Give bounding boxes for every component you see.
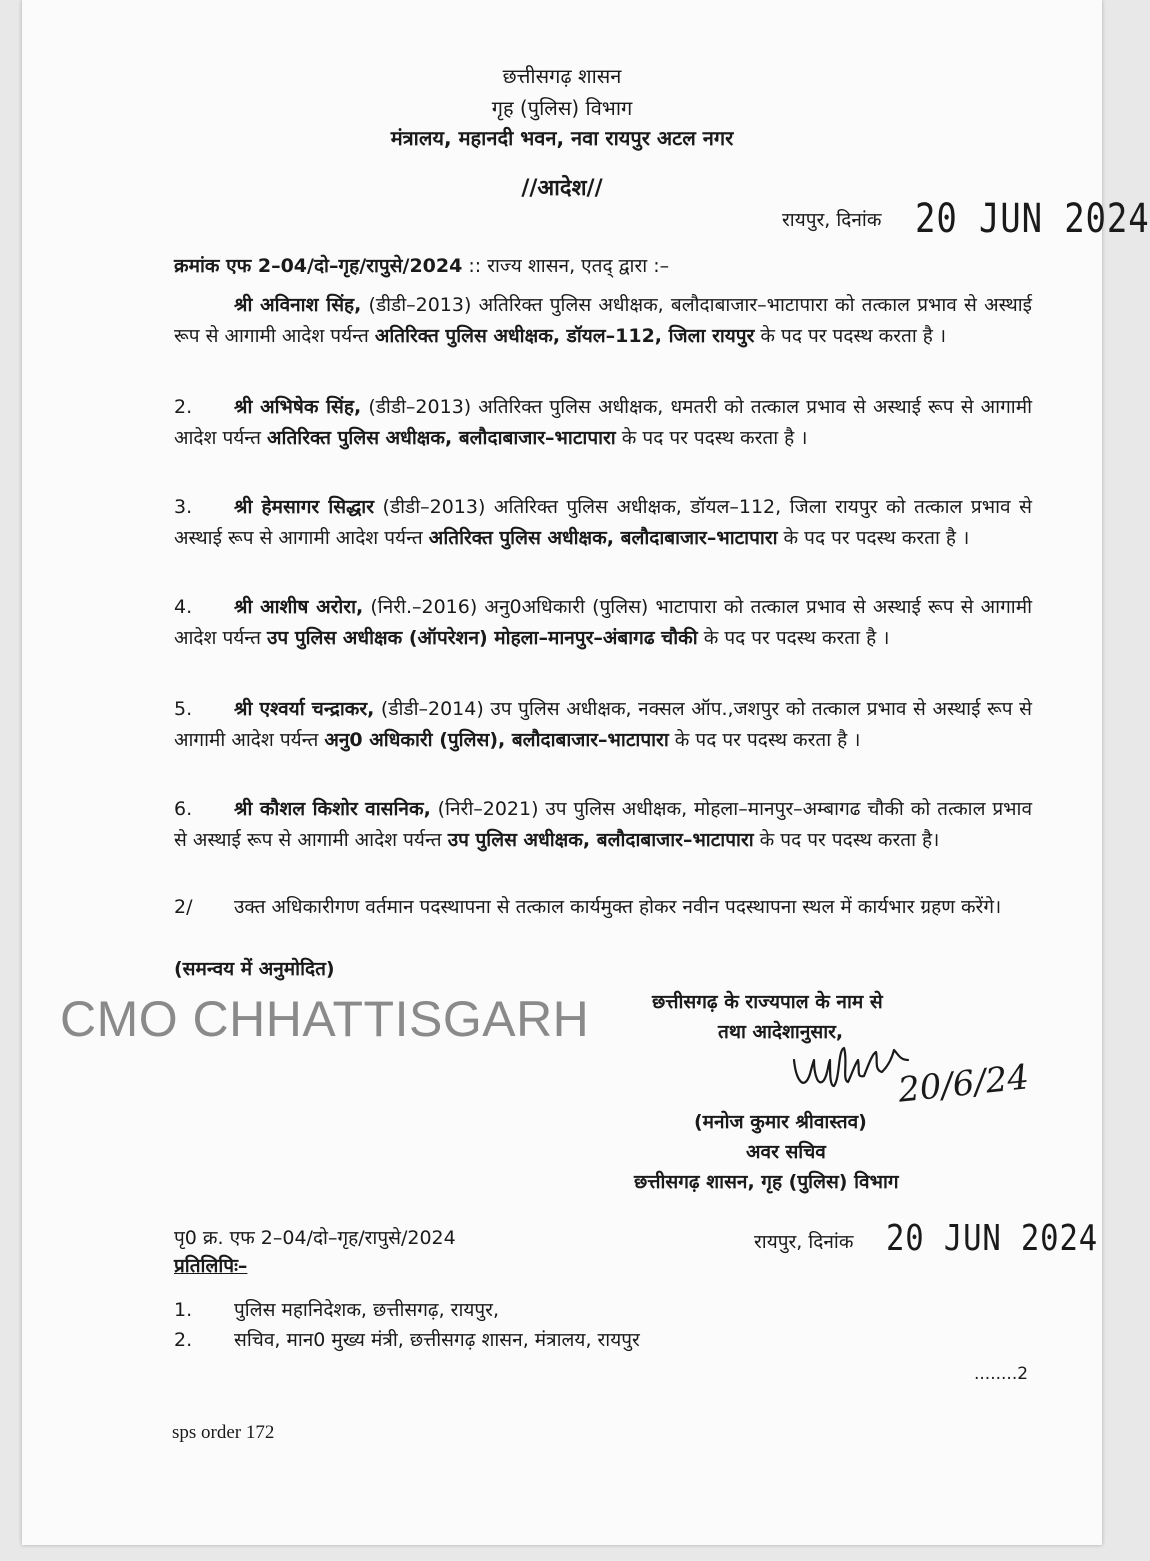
order-paragraph-3 bbox=[174, 492, 1032, 553]
signatory-designation: अवर सचिव bbox=[746, 1141, 826, 1163]
new-post: अतिरिक्त पुलिस अधीक्षक, बलौदाबाजार–भाटापारा bbox=[267, 426, 616, 449]
paragraph-text: (डीडी–2013) अतिरिक्त पुलिस अधीक्षक, डॉयल–112, जिला रायपुर को तत्काल प्रभाव से अस्थाई रूप से आगामी आदेश पर्यन्त bbox=[174, 496, 1032, 549]
date-stamp: 20 JUN 2024 bbox=[915, 196, 1150, 242]
paragraph-number: 4. bbox=[174, 596, 193, 618]
paragraph-text: के पद पर पदस्थ करता है । bbox=[668, 728, 861, 751]
watermark: CMO CHHATTISGARH bbox=[60, 991, 590, 1047]
order-preamble: :: राज्य शासन, एतद् द्वारा :– bbox=[468, 255, 670, 277]
copy-item-text: सचिव, मान0 मुख्य मंत्री, छत्तीसगढ़ शासन, मंत्रालय, रायपुर bbox=[234, 1329, 640, 1351]
date-label: रायपुर, दिनांक bbox=[782, 209, 882, 231]
new-post: अतिरिक्त पुलिस अधीक्षक, डॉयल–112, जिला रायपुर bbox=[374, 324, 755, 347]
copy-heading: प्रतिलिपिः– bbox=[174, 1255, 248, 1277]
order-paragraph-2 bbox=[174, 392, 1032, 453]
order-number: क्रमांक एफ 2–04/दो–गृह/रापुसे/2024 bbox=[174, 255, 463, 277]
paragraph-text: के पद पर पदस्थ करता है । bbox=[777, 526, 970, 549]
copy-item-1 bbox=[174, 1296, 499, 1322]
officer-name: श्री अविनाश सिंह, bbox=[234, 294, 362, 316]
paragraph-text: के पद पर पदस्थ करता है । bbox=[754, 324, 947, 347]
copy-item-2 bbox=[174, 1326, 640, 1352]
signature-date: 20/6/24 bbox=[896, 1057, 1031, 1111]
header-department: गृह (पुलिस) विभाग bbox=[491, 96, 633, 120]
order-reference bbox=[174, 252, 669, 278]
new-post: उप पुलिस अधीक्षक, बलौदाबाजार–भाटापारा bbox=[447, 828, 754, 851]
authority-line-1: छत्तीसगढ़ के राज्यपाल के नाम से bbox=[652, 991, 883, 1013]
paragraph-text: के पद पर पदस्थ करता है। bbox=[753, 828, 940, 851]
order-paragraph-5 bbox=[174, 694, 1032, 755]
officer-name: श्री आशीष अरोरा, bbox=[234, 596, 364, 618]
copy-reference: पृ0 क्र. एफ 2–04/दो–गृह/रापुसे/2024 bbox=[174, 1227, 456, 1249]
paragraph-number: 2. bbox=[174, 396, 193, 418]
signatory-name: (मनोज कुमार श्रीवास्तव) bbox=[694, 1111, 867, 1133]
paragraph-text: (डीडी–2013) अतिरिक्त पुलिस अधीक्षक, धमतरी को तत्काल प्रभाव से अस्थाई रूप से आगामी आदेश पर्यन्त bbox=[174, 396, 1032, 449]
authority-line-2: तथा आदेशानुसार, bbox=[718, 1021, 844, 1043]
page-continuation: ........2 bbox=[974, 1364, 1029, 1384]
signatory-department: छत्तीसगढ़ शासन, गृह (पुलिस) विभाग bbox=[634, 1171, 899, 1193]
officer-name: श्री हेमसागर सिद्धार bbox=[234, 496, 374, 518]
paragraph-number: 6. bbox=[174, 798, 193, 820]
paragraph-text: (निरी.–2016) अनु0अधिकारी (पुलिस) भाटापारा को तत्काल प्रभाव से अस्थाई रूप से आगामी आदेश पर्यन्त bbox=[174, 596, 1032, 649]
approval-note: (समन्वय में अनुमोदित) bbox=[174, 958, 335, 980]
header-address: मंत्रालय, महानदी भवन, नवा रायपुर अटल नगर bbox=[390, 126, 734, 150]
paragraph-text: के पद पर पदस्थ करता है । bbox=[697, 626, 890, 649]
new-post: अनु0 अधिकारी (पुलिस), बलौदाबाजार–भाटापारा bbox=[324, 728, 669, 751]
officer-name: श्री कौशल किशोर वासनिक, bbox=[234, 798, 431, 820]
new-post: अतिरिक्त पुलिस अधीक्षक, बलौदाबाजार–भाटापारा bbox=[428, 526, 778, 549]
copy-date-label: रायपुर, दिनांक bbox=[754, 1231, 854, 1253]
order-title: //आदेश// bbox=[521, 176, 603, 201]
order-paragraph-1 bbox=[174, 290, 1032, 351]
header-government: छत्तीसगढ़ शासन bbox=[502, 64, 622, 88]
paragraph-text: (डीडी–2014) उप पुलिस अधीक्षक, नक्सल ऑप.,जशपुर को तत्काल प्रभाव से अस्थाई रूप से आगामी आदेश पर्यन्त bbox=[174, 698, 1032, 751]
paragraph-text: के पद पर पदस्थ करता है । bbox=[615, 426, 808, 449]
new-post: उप पुलिस अधीक्षक (ऑपरेशन) मोहला–मानपुर–अंबागढ चौकी bbox=[267, 626, 698, 649]
paragraph-text: उक्त अधिकारीगण वर्तमान पदस्थापना से तत्काल कार्यमुक्त होकर नवीन पदस्थापना स्थल में कार्यभार ग्रहण करेंगे। bbox=[234, 896, 1002, 918]
document-page bbox=[22, 0, 1150, 1545]
copy-date-stamp: 20 JUN 2024 bbox=[886, 1218, 1099, 1259]
paragraph-number: 3. bbox=[174, 496, 193, 518]
copy-item-number: 1. bbox=[174, 1299, 193, 1321]
relieving-instruction bbox=[174, 892, 1032, 923]
officer-name: श्री एश्वर्या चन्द्राकर, bbox=[234, 698, 375, 720]
order-paragraph-6 bbox=[174, 794, 1032, 855]
paragraph-text: (निरी–2021) उप पुलिस अधीक्षक, मोहला–मानपुर–अम्बागढ चौकी को तत्काल प्रभाव से अस्थाई रूप से आगामी आदेश पर्यन्त bbox=[174, 798, 1033, 851]
copy-item-text: पुलिस महानिदेशक, छत्तीसगढ़, रायपुर, bbox=[234, 1299, 499, 1321]
paragraph-number: 5. bbox=[174, 698, 193, 720]
paragraph-number: 2/ bbox=[174, 896, 193, 918]
footer-note: sps order 172 bbox=[172, 1422, 275, 1443]
order-paragraph-4 bbox=[174, 592, 1032, 653]
officer-name: श्री अभिषेक सिंह, bbox=[234, 396, 362, 418]
copy-item-number: 2. bbox=[174, 1329, 193, 1351]
paragraph-text: (डीडी–2013) अतिरिक्त पुलिस अधीक्षक, बलौदाबाजार–भाटापारा को तत्काल प्रभाव से अस्थाई रूप से आगामी आदेश पर्यन्त bbox=[174, 294, 1032, 347]
